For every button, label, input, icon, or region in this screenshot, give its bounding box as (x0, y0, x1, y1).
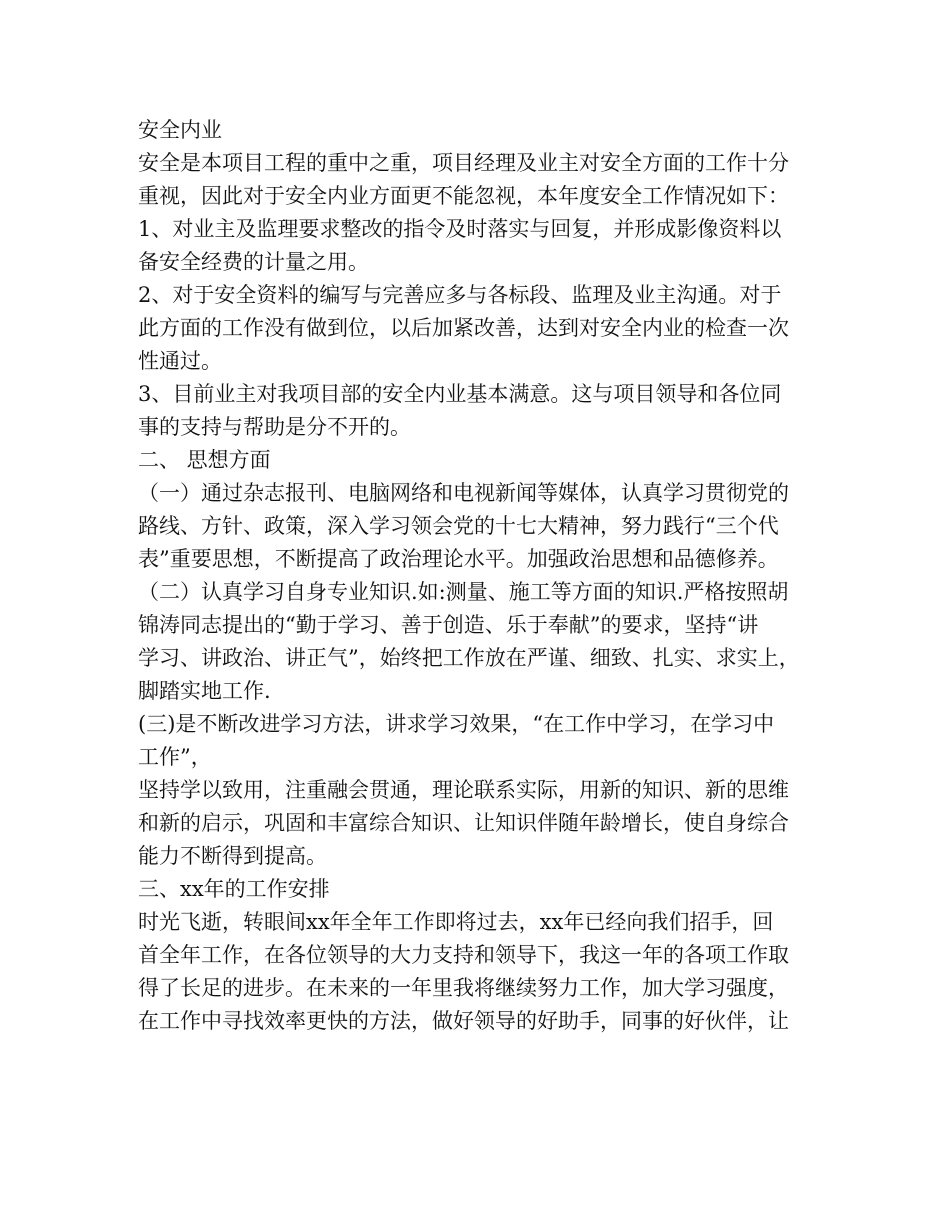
section-heading: 三、xx年的工作安排 (138, 877, 330, 901)
text-line: （二）认真学习自身专业知识.如:测量、施工等方面的知识.严格按照胡 (138, 580, 789, 604)
text-line: (三)是不断改进学习方法，讲求学习效果，“在工作中学习，在学习中 (138, 712, 775, 736)
text-line: 3、目前业主对我项目部的安全内业基本满意。这与项目领导和各位同 (138, 382, 782, 406)
section-heading: 二、 思想方面 (138, 448, 271, 472)
text-line: 得了长足的进步。在未来的一年里我将继续努力工作，加大学习强度， (138, 976, 789, 1000)
text-line: 安全是本项目工程的重中之重，项目经理及业主对安全方面的工作十分 (138, 151, 789, 175)
text-line: 学习、讲政治、讲正气”，始终把工作放在严谨、细致、扎实、求实上， (138, 646, 800, 670)
text-line: 2、对于安全资料的编写与完善应多与各标段、监理及业主沟通。对于 (138, 283, 782, 307)
text-line: 重视，因此对于安全内业方面更不能忽视，本年度安全工作情况如下： (138, 184, 789, 208)
text-line: 备安全经费的计量之用。 (138, 250, 369, 274)
text-line: 性通过。 (138, 349, 222, 373)
text-line: 此方面的工作没有做到位，以后加紧改善，达到对安全内业的检查一次 (138, 316, 789, 340)
text-line: 锦涛同志提出的“勤于学习、善于创造、乐于奉献”的要求，坚持“讲 (138, 613, 759, 637)
text-line: 事的支持与帮助是分不开的。 (138, 415, 411, 439)
text-line: 安全内业 (138, 118, 222, 142)
text-line: 1、对业主及监理要求整改的指令及时落实与回复，并形成影像资料以 (138, 217, 782, 241)
text-line: 首全年工作，在各位领导的大力支持和领导下，我这一年的各项工作取 (138, 943, 789, 967)
text-line: 和新的启示，巩固和丰富综合知识、让知识伴随年龄增长，使自身综合 (138, 811, 789, 835)
text-line: 工作”， (138, 745, 212, 769)
text-line: 时光飞逝，转眼间xx年全年工作即将过去，xx年已经向我们招手，回 (138, 910, 774, 934)
text-line: 表”重要思想，不断提高了政治理论水平。加强政治思想和品德修养。 (138, 547, 779, 571)
text-line: （一）通过杂志报刊、电脑网络和电视新闻等媒体，认真学习贯彻党的 (138, 481, 789, 505)
text-line: 脚踏实地工作. (138, 679, 271, 703)
text-line: 在工作中寻找效率更快的方法，做好领导的好助手，同事的好伙伴，让 (138, 1009, 789, 1033)
document-body (138, 114, 818, 1038)
text-line: 坚持学以致用，注重融会贯通，理论联系实际，用新的知识、新的思维 (138, 778, 789, 802)
text-line: 路线、方针、政策，深入学习领会党的十七大精神，努力践行“三个代 (138, 514, 779, 538)
text-line: 能力不断得到提高。 (138, 844, 327, 868)
